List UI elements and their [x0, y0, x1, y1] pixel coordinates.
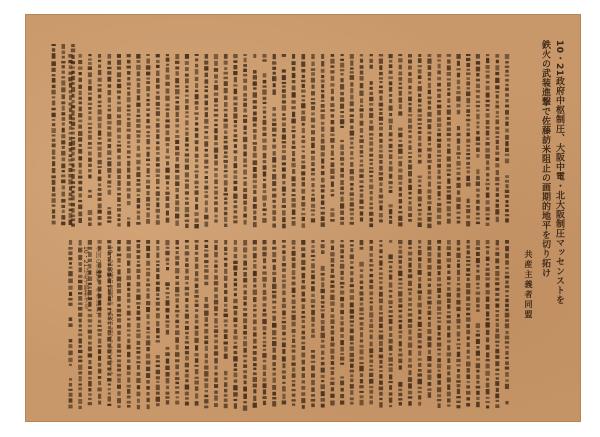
- signature: 共産主義者同盟: [524, 250, 533, 320]
- closing-line-3: 10・21は必ず勝利する。: [82, 246, 89, 316]
- headline-line-1: 10・21政府中枢制圧、大阪中電・北大阪制圧マッセンストを: [554, 40, 564, 305]
- closing-line-2: 全国の労働者、学生諸君!: [94, 246, 101, 315]
- headline-line-2: 鉄火の武装進撃で佐藤訪米阻止の画期的地平を切り拓け: [540, 40, 550, 278]
- footer-text-block: [37, 14, 117, 422]
- closing-line-1: 10・21政府中枢制圧、大阪中電マッセンストへ: [106, 246, 113, 376]
- leaflet-sheet: [25, 14, 581, 422]
